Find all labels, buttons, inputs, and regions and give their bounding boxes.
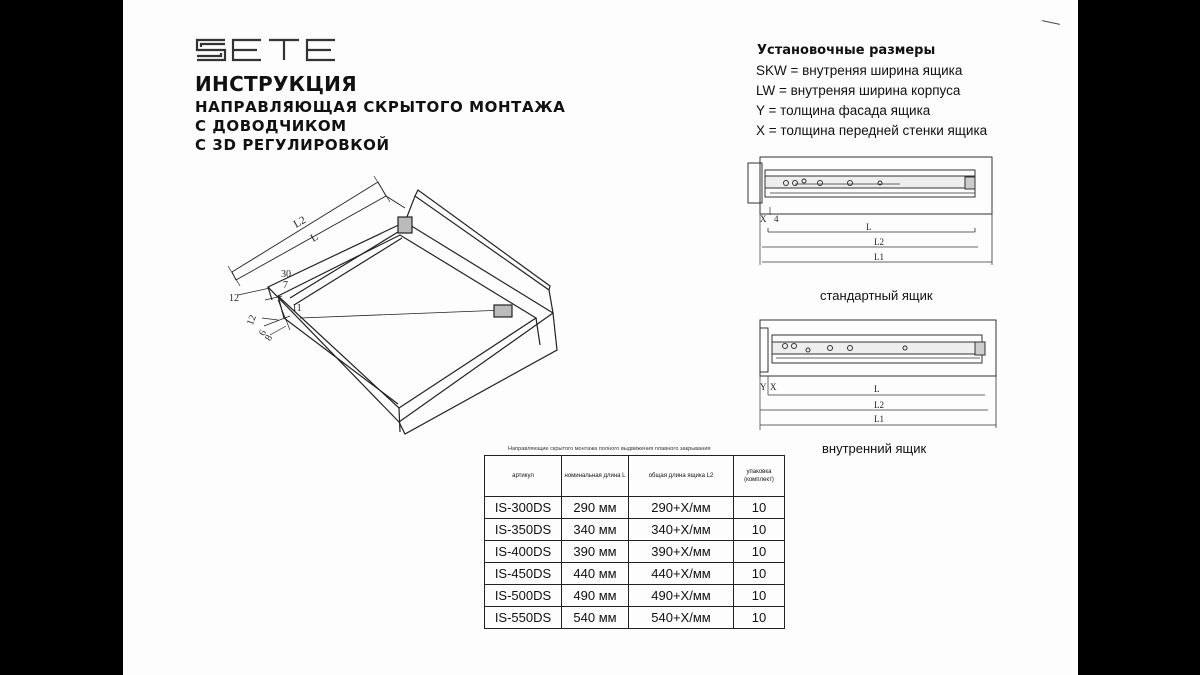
cell-nominal-length: 340 мм	[562, 519, 629, 541]
table-header-row	[485, 456, 785, 497]
label-x: X	[760, 214, 767, 224]
cell-article: IS-350DS	[485, 519, 562, 541]
table-row	[485, 563, 785, 585]
subtitle-line-1: НАПРАВЛЯЮЩАЯ СКРЫТОГО МОНТАЖА	[195, 98, 566, 116]
table-row	[485, 585, 785, 607]
label-12b: 12	[245, 313, 259, 327]
label-l: L	[866, 222, 872, 232]
label-l2: L2	[291, 214, 309, 231]
inner-drawer-caption: внутренний ящик	[822, 441, 927, 456]
label-l: L	[308, 230, 321, 245]
standard-drawer-caption: стандартный ящик	[820, 288, 933, 303]
cell-article: IS-550DS	[485, 607, 562, 629]
header-total-length: общая длина ящика L2	[629, 456, 734, 497]
cell-nominal-length: 290 мм	[562, 497, 629, 519]
specification-table	[484, 455, 785, 629]
install-dimensions-title: Установочные размеры	[757, 43, 936, 58]
table-row	[485, 497, 785, 519]
label-l2: L2	[874, 400, 884, 410]
standard-drawer-drawing	[748, 157, 992, 265]
label-7: 7	[283, 280, 288, 291]
cell-nominal-length: 390 мм	[562, 541, 629, 563]
cell-article: IS-500DS	[485, 585, 562, 607]
header-package: упаковка (комплект)	[734, 456, 785, 497]
cell-total-length: 440+X/мм	[629, 563, 734, 585]
dimension-y: Y = толщина фасада ящика	[756, 103, 931, 118]
cell-article: IS-400DS	[485, 541, 562, 563]
label-l1: L1	[874, 414, 884, 424]
dimension-lw: LW = внутреняя ширина корпуса	[756, 83, 961, 98]
cell-article: IS-300DS	[485, 497, 562, 519]
standard-drawer-labels	[760, 214, 884, 262]
inner-drawer-labels	[760, 382, 884, 424]
label-l: L	[874, 384, 880, 394]
cell-nominal-length: 490 мм	[562, 585, 629, 607]
label-l1: L1	[874, 252, 884, 262]
cell-nominal-length: 440 мм	[562, 563, 629, 585]
label-x: X	[770, 382, 777, 392]
cell-package: 10	[734, 585, 785, 607]
header-article: артикул	[485, 456, 562, 497]
cell-package: 10	[734, 497, 785, 519]
cell-package: 10	[734, 541, 785, 563]
label-30: 30	[281, 269, 291, 280]
label-12a: 12	[229, 293, 239, 304]
label-4: 4	[774, 214, 779, 224]
cell-total-length: 290+X/мм	[629, 497, 734, 519]
dimension-x: X = толщина передней стенки ящика	[756, 123, 988, 138]
cell-total-length: 390+X/мм	[629, 541, 734, 563]
table-row	[485, 607, 785, 629]
label-y: Y	[760, 382, 767, 392]
subtitle-line-2: С ДОВОДЧИКОМ	[195, 117, 347, 135]
label-11: 11	[292, 303, 302, 314]
table-row	[485, 519, 785, 541]
cell-package: 10	[734, 563, 785, 585]
isometric-drawer-drawing	[228, 176, 557, 434]
cell-package: 10	[734, 519, 785, 541]
table-row	[485, 541, 785, 563]
cell-article: IS-450DS	[485, 563, 562, 585]
dimension-skw: SKW = внутреняя ширина ящика	[756, 63, 963, 78]
subtitle-line-3: С 3D РЕГУЛИРОВКОЙ	[195, 136, 390, 154]
header-nominal-length: номинальная длина L	[562, 456, 629, 497]
label-l2: L2	[874, 237, 884, 247]
cell-total-length: 340+X/мм	[629, 519, 734, 541]
cell-total-length: 490+X/мм	[629, 585, 734, 607]
label-8: 8	[263, 333, 276, 343]
cell-nominal-length: 540 мм	[562, 607, 629, 629]
cell-package: 10	[734, 607, 785, 629]
cell-total-length: 540+X/мм	[629, 607, 734, 629]
document-title: ИНСТРУКЦИЯ	[195, 72, 357, 96]
label-6: 6	[257, 328, 270, 338]
isometric-labels	[229, 214, 321, 343]
table-title: Направляющие скрытого монтажа полного выдвижения плавного закрывания	[508, 446, 711, 452]
